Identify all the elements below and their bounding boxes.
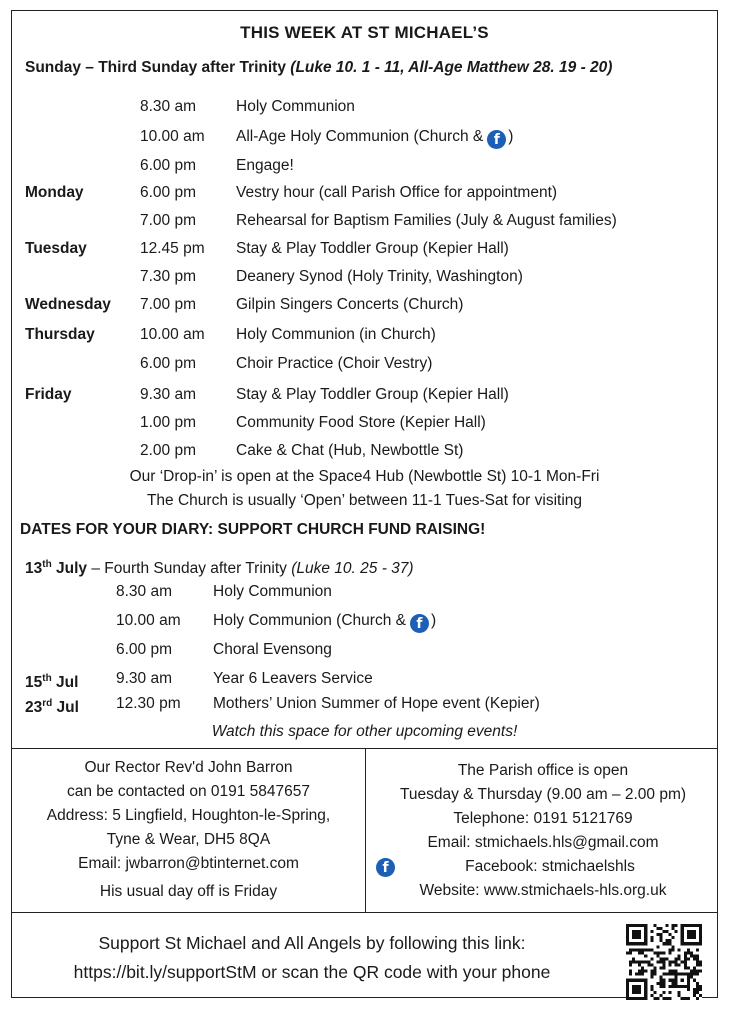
diary-first-date: [25, 559, 414, 578]
sunday-reading: (Luke 10. 1 - 11, All-Age Matthew 28. 19 - 20): [290, 59, 613, 76]
office-line: The Parish office is open: [457, 762, 629, 779]
schedule-row: [12, 266, 717, 288]
schedule-time: 9.30 am: [140, 386, 197, 403]
diary-row: [12, 668, 717, 690]
schedule-event-after: ): [508, 128, 514, 145]
diary-date-sup: th: [42, 673, 52, 684]
diary-time: 6.00 pm: [116, 641, 173, 658]
schedule-row: [12, 96, 717, 118]
diary-time: 8.30 am: [116, 583, 173, 600]
schedule-event: [236, 126, 513, 149]
diary-event-text: Holy Communion: [213, 583, 332, 600]
diary-event: [213, 639, 332, 661]
schedule-time: 6.00 pm: [140, 355, 197, 372]
parish-office: [367, 748, 719, 912]
diary-date-text: – Fourth Sunday after Trinity: [87, 560, 292, 578]
schedule-time: 6.00 pm: [140, 184, 197, 201]
schedule-row: [12, 353, 717, 375]
dropin-note: Our ‘Drop-in’ is open at the Space4 Hub (Newbottle St) 10-1 Mon-Fri: [129, 468, 600, 485]
schedule-time: 10.00 am: [140, 128, 205, 145]
support-line: Support St Michael and All Angels by following this link:: [98, 933, 526, 953]
schedule-event-text: Gilpin Singers Concerts (Church): [236, 296, 464, 313]
rector-line: can be contacted on 0191 5847657: [66, 783, 311, 800]
diary-date-num: 23: [25, 699, 43, 717]
page-title: THIS WEEK AT ST MICHAEL’S: [240, 23, 489, 42]
schedule-row: [12, 294, 717, 316]
diary-row: [12, 693, 717, 715]
schedule-time: 1.00 pm: [140, 414, 197, 431]
schedule-event-text: Engage!: [236, 157, 294, 174]
rector-line: Address: 5 Lingfield, Houghton-le-Spring,: [46, 807, 331, 824]
diary-date: [25, 668, 78, 694]
open-note: The Church is usually ‘Open’ between 11-1 Tues-Sat for visiting: [146, 492, 583, 509]
schedule-event-text: Holy Communion (in Church): [236, 326, 436, 343]
diary-row: [12, 610, 717, 632]
schedule-row: [12, 182, 717, 204]
schedule-row: [12, 126, 717, 148]
schedule-event-text: Rehearsal for Baptism Families (July & August families): [236, 212, 617, 229]
diary-event: [213, 610, 436, 633]
schedule-row: [12, 440, 717, 462]
rector-line: His usual day off is Friday: [99, 883, 278, 900]
schedule-row: [12, 238, 717, 260]
schedule-time: 10.00 am: [140, 326, 205, 343]
diary-date-num: 13: [25, 560, 43, 578]
office-facebook[interactable]: [367, 858, 719, 876]
schedule-event-text: Deanery Synod (Holy Trinity, Washington): [236, 268, 523, 285]
schedule-day: Monday: [25, 184, 84, 201]
diary-time: 12.30 pm: [116, 695, 181, 712]
diary-date-sup: rd: [42, 698, 53, 709]
schedule-event-text: Cake & Chat (Hub, Newbottle St): [236, 442, 464, 459]
watch-note: Watch this space for other upcoming events!: [211, 723, 518, 740]
diary-time: 9.30 am: [116, 670, 173, 687]
schedule-time: 2.00 pm: [140, 442, 197, 459]
schedule-event-text: Stay & Play Toddler Group (Kepier Hall): [236, 240, 509, 257]
schedule-event: [236, 266, 523, 288]
schedule-event: [236, 384, 509, 406]
support-link[interactable]: https://bit.ly/supportStM or scan the QR code with your phone: [73, 962, 551, 982]
diary-event: [213, 668, 373, 690]
schedule-event: [236, 440, 463, 462]
schedule-event: [236, 353, 432, 375]
diary-date-month: July: [51, 560, 88, 578]
schedule-row: [12, 384, 717, 406]
diary-event-text: Mothers’ Union Summer of Hope event (Kepier): [213, 695, 540, 712]
schedule-day: Thursday: [25, 326, 95, 343]
rector-line: Tyne & Wear, DH5 8QA: [106, 831, 271, 848]
diary-date-num: 15: [25, 674, 43, 692]
diary-event-after: ): [430, 612, 437, 629]
diary-event: [213, 693, 540, 715]
schedule-event-text: Choir Practice (Choir Vestry): [236, 355, 433, 372]
diary-row: [12, 581, 717, 603]
facebook-icon: f: [376, 858, 395, 877]
schedule-time: 7.00 pm: [140, 212, 197, 229]
office-email[interactable]: Email: stmichaels.hls@gmail.com: [427, 834, 659, 851]
rector-email[interactable]: Email: jwbarron@btinternet.com: [78, 855, 299, 872]
sunday-title: Sunday – Third Sunday after Trinity: [25, 59, 286, 76]
schedule-row: [12, 210, 717, 232]
diary-row: [12, 639, 717, 661]
schedule-event-text: All-Age Holy Communion (Church &: [236, 128, 484, 145]
diary-date-sup: th: [42, 559, 52, 570]
diary-time: 10.00 am: [116, 612, 181, 629]
diary-event-text: Choral Evensong: [213, 641, 332, 658]
schedule-event-text: Holy Communion: [236, 98, 355, 115]
office-line: Tuesday & Thursday (9.00 am – 2.00 pm): [399, 786, 687, 803]
schedule-day: Friday: [25, 386, 72, 403]
divider: [12, 912, 717, 913]
support-text: [12, 929, 612, 987]
schedule-event: [236, 238, 509, 260]
column-divider: [365, 748, 366, 912]
schedule-event-text: Vestry hour (call Parish Office for appointment): [236, 184, 558, 201]
schedule-time: 12.45 pm: [140, 240, 205, 257]
schedule-time: 7.00 pm: [140, 296, 197, 313]
schedule-event: [236, 155, 294, 177]
office-phone: Telephone: 0191 5121769: [453, 810, 633, 827]
diary-date-month: Jul: [51, 674, 79, 692]
diary-event: [213, 581, 332, 603]
schedule-time: 7.30 pm: [140, 268, 197, 285]
notice-sheet: [11, 10, 718, 998]
qr-code[interactable]: [626, 924, 702, 1000]
schedule-row: [12, 412, 717, 434]
diary-date-month: Jul: [52, 699, 79, 717]
schedule-event-text: Stay & Play Toddler Group (Kepier Hall): [236, 386, 509, 403]
diary-heading: DATES FOR YOUR DIARY: SUPPORT CHURCH FUND RAISING!: [20, 521, 486, 538]
schedule-event: [236, 412, 486, 434]
diary-date: [25, 693, 79, 719]
schedule-event: [236, 210, 617, 232]
sunday-heading: [25, 59, 612, 77]
facebook-icon: f: [410, 614, 429, 633]
schedule-event: [236, 324, 436, 346]
facebook-icon: f: [487, 130, 506, 149]
rector-line: Our Rector Rev'd John Barron: [84, 759, 293, 776]
diary-date-reading: (Luke 10. 25 - 37): [291, 560, 414, 578]
schedule-row: [12, 155, 717, 177]
schedule-day: Tuesday: [25, 240, 87, 257]
schedule-event-text: Community Food Store (Kepier Hall): [236, 414, 486, 431]
schedule-time: 6.00 pm: [140, 157, 197, 174]
diary-event-text: Year 6 Leavers Service: [213, 670, 373, 687]
schedule-event: [236, 294, 463, 316]
office-facebook-text: Facebook: stmichaelshls: [465, 858, 635, 875]
rector-contact: [12, 748, 365, 912]
schedule-time: 8.30 am: [140, 98, 197, 115]
office-website[interactable]: Website: www.stmichaels-hls.org.uk: [419, 882, 667, 899]
schedule-event: [236, 96, 355, 118]
schedule-row: [12, 324, 717, 346]
schedule-day: Wednesday: [25, 296, 111, 313]
schedule-event: [236, 182, 557, 204]
diary-event-text: Holy Communion (Church &: [213, 612, 406, 629]
